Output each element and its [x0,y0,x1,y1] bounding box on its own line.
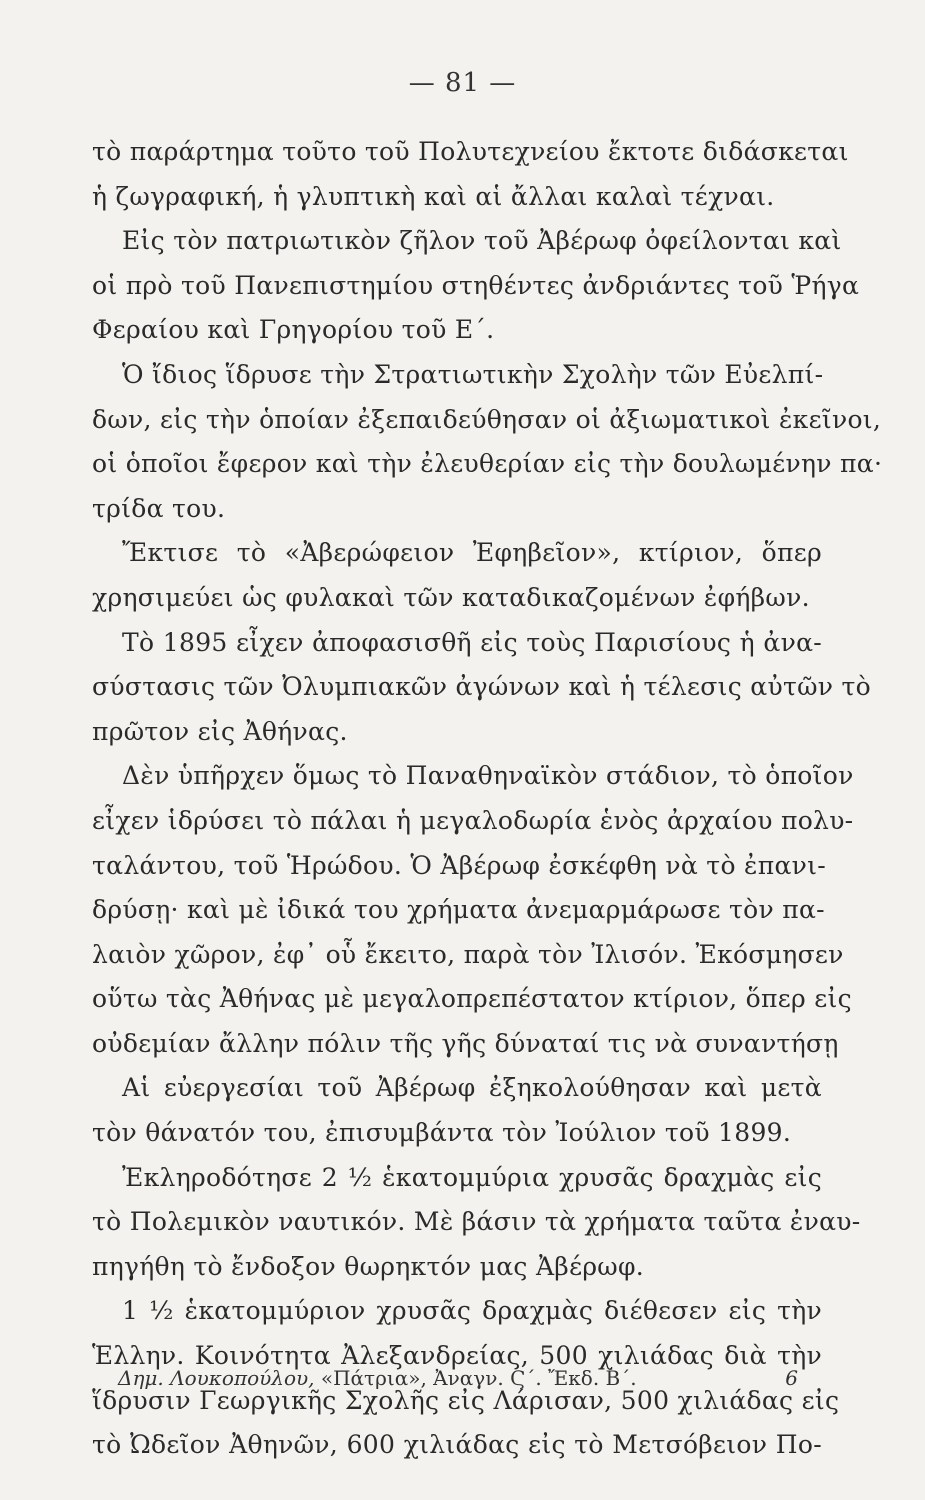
footer-source: «Πάτρια», Ἀναγν. Ϛ΄. Ἔκδ. Β΄. [320,1366,637,1390]
page-footer [118,1366,798,1390]
footer-author: Δημ. Λουκοπούλου, [118,1366,315,1390]
text-line: τὸ Πολεμικὸν ναυτικόν. Μὲ βάσιν τὰ χρήματα ταῦτα ἐναυ- [92,1207,861,1237]
text-line: Ἐκληροδότησε 2 ½ ἑκατομμύρια χρυσᾶς δραχμὰς εἰς [122,1162,822,1192]
text-line: Ἑλλην. Κοινότητα Ἀλεξανδρείας, 500 χιλιάδας διὰ τὴν [92,1341,822,1371]
page-number: — 81 — [408,68,517,98]
text-line: Εἰς τὸν πατριωτικὸν ζῆλον τοῦ Ἀβέρωφ ὀφείλονται καὶ [122,226,842,256]
text-line: Τὸ 1895 εἶχεν ἀποφασισθῆ εἰς τοὺς Παρισίους ἡ ἀνα- [122,627,822,657]
text-line: ἡ ζωγραφική, ἡ γλυπτικὴ καὶ αἱ ἄλλαι καλαὶ τέχναι. [92,181,775,211]
signature-mark: 6 [785,1366,798,1390]
text-line: λαιὸν χῶρον, ἐφ᾽ οὗ ἔκειτο, παρὰ τὸν Ἰλισόν. Ἐκόσμησεν [92,939,844,969]
text-line: τρίδα του. [92,493,226,523]
text-line: οὕτω τὰς Ἀθήνας μὲ μεγαλοπρεπέστατον κτίριον, ὅπερ εἰς [92,984,852,1014]
text-line: Δὲν ὑπῆρχεν ὅμως τὸ Παναθηναϊκὸν στάδιον, τὸ ὁποῖον [122,761,854,791]
text-line: τὸ παράρτημα τοῦτο τοῦ Πολυτεχνείου ἔκτοτε διδάσκεται [92,137,849,166]
body-text [92,130,883,1468]
text-line: τὸ Ὠδεῖον Ἀθηνῶν, 600 χιλιάδας εἰς τὸ Μετσόβειον Πο- [92,1430,822,1460]
text-line: πηγήθη τὸ ἔνδοξον θωρηκτόν μας Ἀβέρωφ. [92,1251,645,1281]
text-line: σύστασις τῶν Ὀλυμπιακῶν ἀγώνων καὶ ἡ τέλεσις αὐτῶν τὸ [92,672,872,702]
text-line: οἱ πρὸ τοῦ Πανεπιστημίου στηθέντες ἀνδριάντες τοῦ Ῥήγα [92,270,860,300]
text-line: δρύσῃ· καὶ μὲ ἰδικά του χρήματα ἀνεμαρμάρωσε τὸν πα- [92,895,825,925]
text-line: χρησιμεύει ὡς φυλακαὶ τῶν καταδικαζομένων ἐφήβων. [92,582,810,612]
text-line: ἵδρυσιν Γεωργικῆς Σχολῆς εἰς Λάρισαν, 500 χιλιάδας εἰς [92,1385,840,1415]
text-line: 1 ½ ἑκατομμύριον χρυσᾶς δραχμὰς διέθεσεν εἰς τὴν [122,1296,822,1326]
text-line: πρῶτον εἰς Ἀθήνας. [92,716,348,746]
text-line: ταλάντου, τοῦ Ἡρώδου. Ὁ Ἀβέρωφ ἐσκέφθη νὰ τὸ ἐπανι- [92,850,827,880]
text-line: δων, εἰς τὴν ὁποίαν ἐξεπαιδεύθησαν οἱ ἀξιωματικοὶ ἐκεῖνοι, [92,404,882,434]
text-line: Φεραίου καὶ Γρηγορίου τοῦ Ε΄. [92,315,495,345]
text-line: Ὁ ἴδιος ἵδρυσε τὴν Στρατιωτικὴν Σχολὴν τῶν Εὐελπί- [122,359,824,389]
text-line: Αἱ εὐεργεσίαι τοῦ Ἀβέρωφ ἐξηκολούθησαν καὶ μετὰ [122,1073,822,1103]
text-line: εἶχεν ἱδρύσει τὸ πάλαι ἡ μεγαλοδωρία ἑνὸς ἀρχαίου πολυ- [92,805,854,835]
text-line: τὸν θάνατόν του, ἐπισυμβάντα τὸν Ἰούλιον τοῦ 1899. [92,1118,792,1148]
text-line: οἱ ὁποῖοι ἔφερον καὶ τὴν ἐλευθερίαν εἰς τὴν δουλωμένην πα· [92,449,883,479]
text-line: Ἔκτισε τὸ «Ἀβερώφειον Ἐφηβεῖον», κτίριον, ὅπερ [122,538,822,568]
text-line: οὐδεμίαν ἄλλην πόλιν τῆς γῆς δύναταί τις νὰ συναντήσῃ [92,1028,839,1058]
